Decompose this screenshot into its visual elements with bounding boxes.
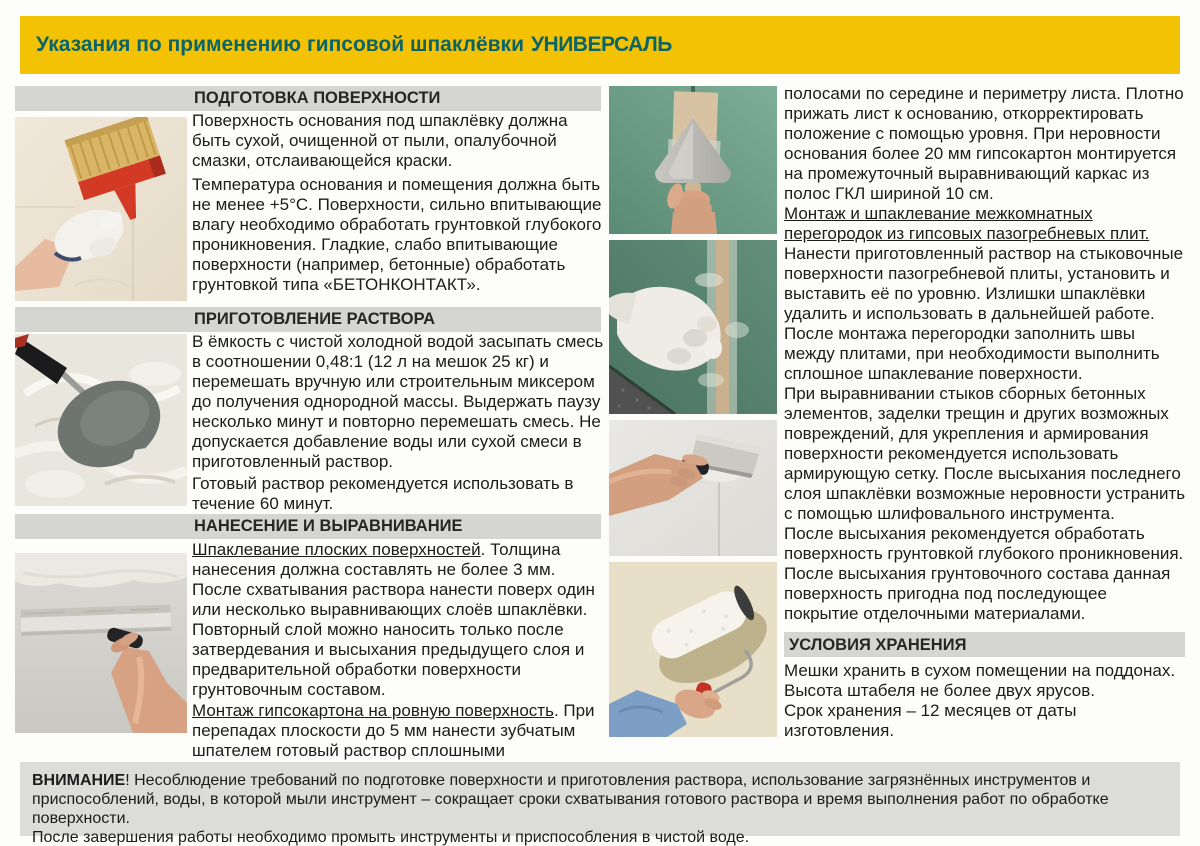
section-title: ПОДГОТОВКА ПОВЕРХНОСТИ — [194, 89, 441, 107]
mixing-putty-illustration — [15, 334, 187, 506]
application-paragraph-2 — [192, 701, 604, 761]
section-header-surface-prep — [15, 86, 601, 111]
right-p2-rest: Нанести приготовленный раствор на стыковочные поверхности пазогребневой плиты, установить и выставить её по уровню. Излишки шпаклёвки удалить и использовать в дальнейшей работе. После монтажа перегородки заполнить швы между плитами, при необходимости выполнить сплошное шпаклевание поверхности. — [784, 244, 1184, 383]
section-header-storage — [784, 632, 1185, 657]
warning-label: ВНИМАНИЕ — [32, 772, 126, 789]
page-title — [36, 33, 672, 57]
wide-spatula-illustration — [15, 553, 187, 733]
glove-seam-illustration — [609, 240, 777, 414]
right-paragraph-1: полосами по середине и периметру листа. Плотно прижать лист к основанию, откорректировать положение с помощью уровня. При неровности основания более 20 мм гипсокартон монтируется на промежуточный выравнивающий каркас из полос ГКЛ шириной 10 см. — [784, 84, 1184, 203]
mix-prep-paragraph-2: Готовый раствор рекомендуется использовать в течение 60 минут. — [192, 474, 574, 513]
primer-brush-illustration — [15, 117, 187, 301]
putty-knife-illustration — [609, 86, 777, 234]
surface-prep-paragraph-1: Поверхность основания под шпаклёвку должна быть сухой, очищенной от пыли, опалубочной смазки, отслаивающейся краски. — [192, 111, 568, 170]
photo-mixing-putty — [15, 334, 187, 506]
right-paragraph-2 — [784, 204, 1186, 384]
warning-p1-rest: ! Несоблюдение требований по подготовке поверхности и приготовления раствора, использование загрязнённых инструментов и приспособлений, воды, в которой мыли инструмент – сокращает сроки схватывания готового раствора и время выполнения работ по обработке поверхности. — [32, 772, 1109, 827]
photo-glove-seam — [609, 240, 777, 414]
photo-wide-spatula — [15, 553, 187, 733]
application-p2-lead: Монтаж гипсокартона на ровную поверхность — [192, 701, 554, 720]
section-title: УСЛОВИЯ ХРАНЕНИЯ — [789, 635, 967, 654]
title-bar — [20, 16, 1180, 74]
page-title-text: Указания по применению гипсовой шпаклёвки — [36, 33, 524, 56]
storage-line-2: Высота штабеля не более двух ярусов. — [784, 681, 1095, 700]
section-title: НАНЕСЕНИЕ И ВЫРАВНИВАНИЕ — [194, 517, 463, 535]
right-paragraph-5: После высыхания грунтовочного состава данная поверхность пригодна под последующее покрытие отделочными материалами. — [784, 564, 1171, 623]
photo-roller — [609, 562, 777, 737]
warning-paragraph-2: После завершения работы необходимо промыть инструменты и приспособления в чистой воде. — [32, 829, 750, 846]
surface-prep-paragraph-2: Температура основания и помещения должна быть не менее +5°С. Поверхности, сильно впитывающие влагу необходимо обработать грунтовкой глубокого проникновения. Гладкие, слабо впитывающие поверхности (например, бетонные) обработать грунтовкой типа «БЕТОНКОНТАКТ». — [192, 175, 602, 294]
roller-illustration — [609, 562, 777, 737]
corner-trowel-illustration — [609, 420, 777, 556]
mix-prep-paragraph-1: В ёмкость с чистой холодной водой засыпать смесь в соотношении 0,48:1 (12 л на мешок 25 кг) и перемешать вручную или строительным миксером до получения однородной массы. Выдержать паузу несколько минут и повторно перемешать смесь. Не допускается добавление воды или сухой смеси в приготовленный раствор. — [192, 332, 604, 471]
application-paragraph-1 — [192, 540, 604, 700]
section-title: ПРИГОТОВЛЕНИЕ РАСТВОРА — [194, 310, 436, 328]
brand-name: УНИВЕРСАЛЬ — [530, 33, 672, 56]
storage-text — [784, 661, 1186, 741]
right-p2-lead: Монтаж и шпаклевание межкомнатных перегородок из гипсовых пазогребневых плит. — [784, 204, 1150, 243]
application-p2-rest: . При перепадах плоскости до 5 мм нанести зубчатым шпателем готовый раствор сплошными — [192, 701, 595, 760]
warning-paragraph-1 — [32, 771, 1168, 828]
storage-line-1: Мешки хранить в сухом помещении на поддонах. — [784, 661, 1176, 680]
section-header-mix-prep — [15, 307, 601, 332]
right-paragraph-3: При выравнивании стыков сборных бетонных элементов, заделки трещин и других возможных повреждений, для укрепления и армирования поверхности рекомендуется использовать армирующую сетку. После высыхания последнего слоя шпаклёвки возможные неровности устранить с помощью шлифовального инструмента. — [784, 384, 1186, 523]
right-text-column — [784, 84, 1186, 741]
photo-corner-trowel — [609, 420, 777, 556]
photo-putty-knife-drywall — [609, 86, 777, 234]
section-header-application — [15, 514, 601, 539]
application-p1-rest: . Толщина нанесения должна составлять не более 3 мм. После схватывания раствора нанести поверх один или несколько выравнивающих слоёв шпаклёвки. Повторный слой можно наносить только после затвердевания и высыхания предыдущего слоя и предварительной обработки поверхности грунтовочным составом. — [192, 540, 595, 699]
right-paragraph-4: После высыхания рекомендуется обработать поверхность грунтовкой глубокого проникновения. — [784, 524, 1184, 563]
photo-primer-brush — [15, 117, 187, 301]
warning-bar — [20, 762, 1180, 846]
putty-texture — [15, 553, 187, 587]
application-p1-lead: Шпаклевание плоских поверхностей — [192, 540, 481, 559]
finishing-blade — [20, 605, 171, 636]
storage-line-3: Срок хранения – 12 месяцев от даты изготовления. — [784, 701, 1077, 740]
